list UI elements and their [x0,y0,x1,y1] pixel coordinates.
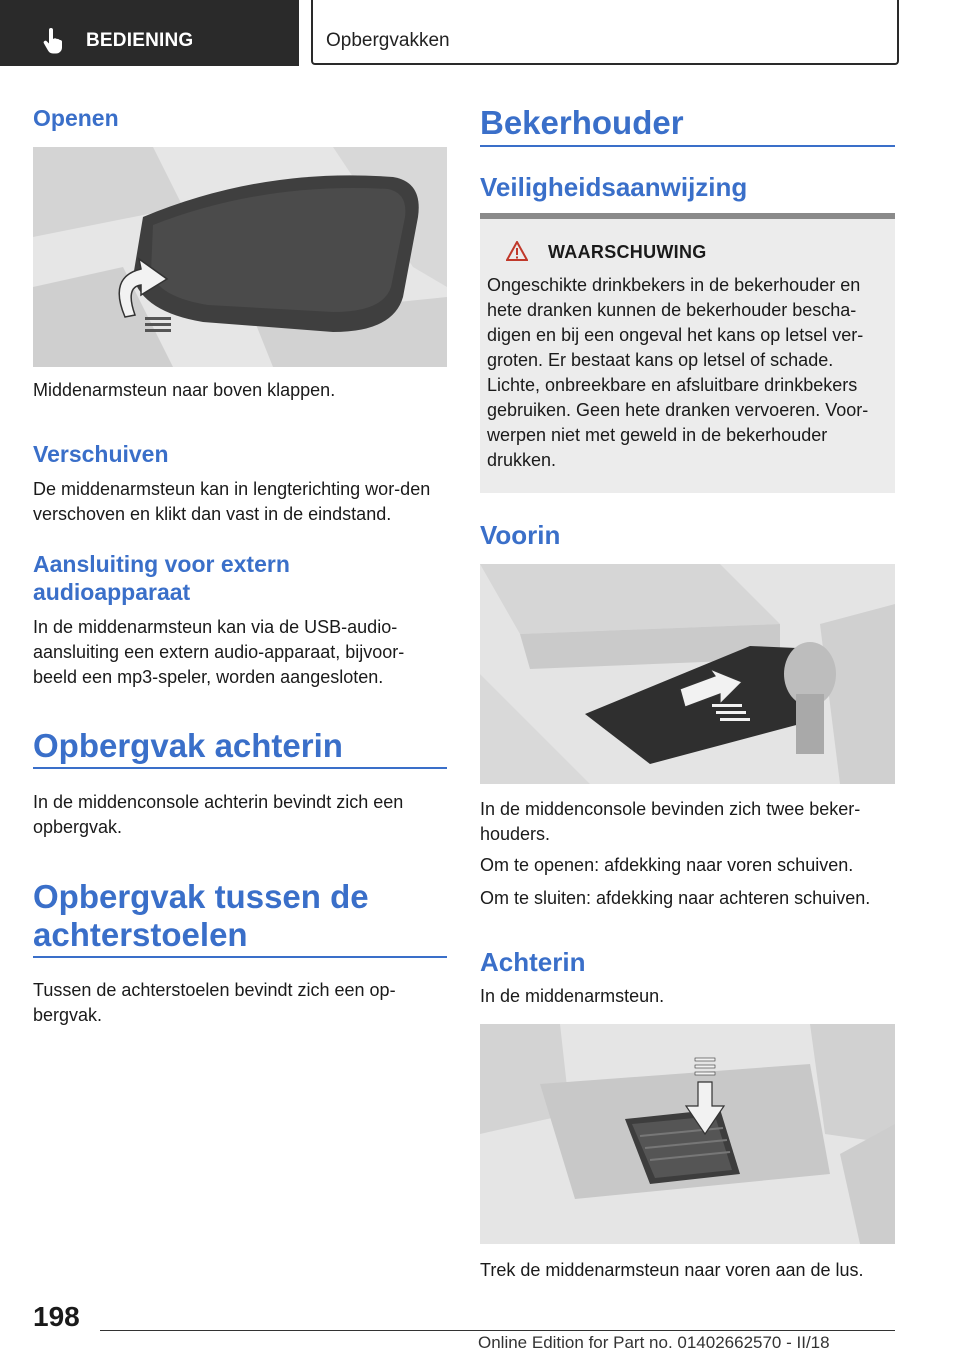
section-rule [33,956,447,958]
voorin-close-text: Om te sluiten: afdekking naar achteren schuiven. [480,888,871,908]
warning-triangle-icon [506,241,528,261]
opbergvak-tussen-heading: Opbergvak tussen de achterstoelen [33,878,369,953]
voorin-heading: Voorin [480,520,561,550]
warning-box [480,219,895,493]
openen-caption: Middenarmsteun naar boven klappen. [33,380,336,400]
bekerhouder-heading: Bekerhouder [480,104,684,141]
veiligheid-heading: Veiligheidsaanwijzing [480,172,748,202]
achterin-heading: Achterin [480,947,586,977]
verschuiven-text: De middenarmsteun kan in lengterichting wor-den verschoven en klikt dan vast in de eindstand. [33,479,431,524]
voorin-caption: In de middenconsole bevinden zich twee beker-houders. [480,799,861,844]
achterin-text: In de middenarmsteun. [480,986,665,1006]
verschuiven-heading: Verschuiven [33,441,169,467]
section-rule [33,767,447,769]
opbergvak-achterin-heading: Opbergvak achterin [33,727,343,764]
warning-text: Ongeschikte drinkbekers in de bekerhouder en hete dranken kunnen de bekerhouder bescha-digen en bij een ongeval het kans op letsel ver-groten. Er bestaat kans op letsel of schade. Lichte, onbreekbare en afsluitbare drinkbekers gebruiken. Geen hete dranken vervoeren. Voor-werpen niet met geweld in de bekerhouder drukken. [487,275,869,470]
hand-pointer-icon [42,28,64,54]
page-number: 198 [33,1301,80,1332]
voorin-open-text: Om te openen: afdekking naar voren schuiven. [480,855,854,875]
opbergvak-achterin-text: In de middenconsole achterin bevindt zich een opbergvak. [33,792,404,837]
edition-text: Online Edition for Part no. 01402662570 - II/18 [478,1333,830,1352]
aansluiting-heading: Aansluiting voor extern audioapparaat [33,551,290,605]
armrest-rear-illustration [480,1024,895,1244]
section-rule [480,145,895,147]
footer-rule [100,1330,895,1331]
warning-label: WAARSCHUWING [548,242,707,262]
section-tab-label: BEDIENING [86,30,194,51]
openen-heading: Openen [33,105,119,131]
opbergvak-tussen-text: Tussen de achterstoelen bevindt zich een op-bergvak. [33,980,396,1025]
chapter-tab-label: Opbergvakken [326,30,450,51]
achterin-caption: Trek de middenarmsteun naar voren aan de lus. [480,1260,864,1280]
aansluiting-text: In de middenarmsteun kan via de USB-audio-aansluiting een extern audio-apparaat, bijvoor-beeld een mp3-speler, worden aangesloten. [33,617,405,687]
armrest-open-illustration [33,147,447,367]
section-tab[interactable] [0,0,299,66]
chapter-tab[interactable] [311,0,899,65]
cupholder-front-illustration [480,564,895,784]
